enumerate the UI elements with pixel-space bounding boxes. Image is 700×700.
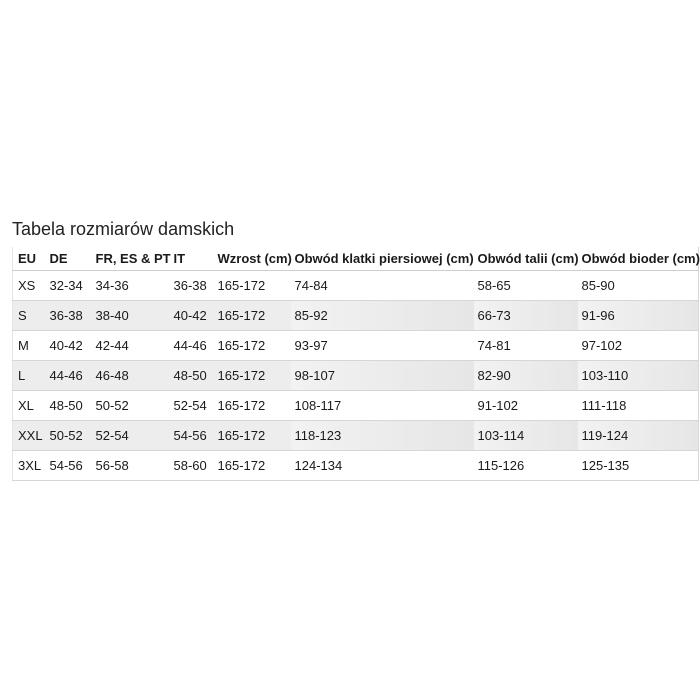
cell-de: 36-38 — [46, 301, 92, 331]
header-height: Wzrost (cm) — [214, 247, 291, 271]
cell-hips: 97-102 — [578, 331, 699, 361]
cell-de: 32-34 — [46, 271, 92, 301]
table-row — [13, 331, 699, 361]
cell-fr-es-pt: 34-36 — [92, 271, 170, 301]
cell-fr-es-pt: 38-40 — [92, 301, 170, 331]
cell-de: 54-56 — [46, 451, 92, 481]
cell-it: 40-42 — [170, 301, 214, 331]
cell-waist: 74-81 — [474, 331, 578, 361]
cell-eu: L — [13, 361, 46, 391]
cell-it: 36-38 — [170, 271, 214, 301]
cell-waist: 58-65 — [474, 271, 578, 301]
cell-height: 165-172 — [214, 391, 291, 421]
cell-it: 58-60 — [170, 451, 214, 481]
cell-it: 48-50 — [170, 361, 214, 391]
cell-it: 44-46 — [170, 331, 214, 361]
table-header-row — [13, 247, 699, 271]
header-it: IT — [170, 247, 214, 271]
cell-de: 40-42 — [46, 331, 92, 361]
cell-de: 50-52 — [46, 421, 92, 451]
cell-waist: 91-102 — [474, 391, 578, 421]
cell-height: 165-172 — [214, 271, 291, 301]
cell-height: 165-172 — [214, 331, 291, 361]
header-eu: EU — [13, 247, 46, 271]
cell-waist: 82-90 — [474, 361, 578, 391]
cell-hips: 119-124 — [578, 421, 699, 451]
cell-chest: 124-134 — [291, 451, 474, 481]
cell-chest: 118-123 — [291, 421, 474, 451]
table-row — [13, 301, 699, 331]
cell-hips: 91-96 — [578, 301, 699, 331]
cell-de: 44-46 — [46, 361, 92, 391]
table-row — [13, 271, 699, 301]
cell-height: 165-172 — [214, 451, 291, 481]
cell-eu: 3XL — [13, 451, 46, 481]
header-hips: Obwód bioder (cm) — [578, 247, 699, 271]
header-fr-es-pt: FR, ES & PT — [92, 247, 170, 271]
cell-waist: 66-73 — [474, 301, 578, 331]
cell-it: 52-54 — [170, 391, 214, 421]
cell-hips: 111-118 — [578, 391, 699, 421]
header-waist: Obwód talii (cm) — [474, 247, 578, 271]
cell-de: 48-50 — [46, 391, 92, 421]
cell-eu: XS — [13, 271, 46, 301]
cell-waist: 115-126 — [474, 451, 578, 481]
cell-chest: 74-84 — [291, 271, 474, 301]
header-de: DE — [46, 247, 92, 271]
cell-it: 54-56 — [170, 421, 214, 451]
header-chest: Obwód klatki piersiowej (cm) — [291, 247, 474, 271]
cell-height: 165-172 — [214, 301, 291, 331]
cell-chest: 108-117 — [291, 391, 474, 421]
cell-chest: 98-107 — [291, 361, 474, 391]
cell-chest: 93-97 — [291, 331, 474, 361]
table-row — [13, 391, 699, 421]
cell-fr-es-pt: 50-52 — [92, 391, 170, 421]
cell-fr-es-pt: 56-58 — [92, 451, 170, 481]
cell-eu: XL — [13, 391, 46, 421]
page-title: Tabela rozmiarów damskich — [12, 219, 235, 239]
size-chart-table — [12, 247, 699, 481]
table-row — [13, 421, 699, 451]
cell-hips: 85-90 — [578, 271, 699, 301]
cell-height: 165-172 — [214, 421, 291, 451]
cell-eu: XXL — [13, 421, 46, 451]
table-row — [13, 361, 699, 391]
cell-eu: M — [13, 331, 46, 361]
cell-chest: 85-92 — [291, 301, 474, 331]
table-row — [13, 451, 699, 481]
cell-hips: 125-135 — [578, 451, 699, 481]
cell-fr-es-pt: 42-44 — [92, 331, 170, 361]
cell-height: 165-172 — [214, 361, 291, 391]
cell-waist: 103-114 — [474, 421, 578, 451]
cell-fr-es-pt: 52-54 — [92, 421, 170, 451]
cell-hips: 103-110 — [578, 361, 699, 391]
cell-eu: S — [13, 301, 46, 331]
cell-fr-es-pt: 46-48 — [92, 361, 170, 391]
